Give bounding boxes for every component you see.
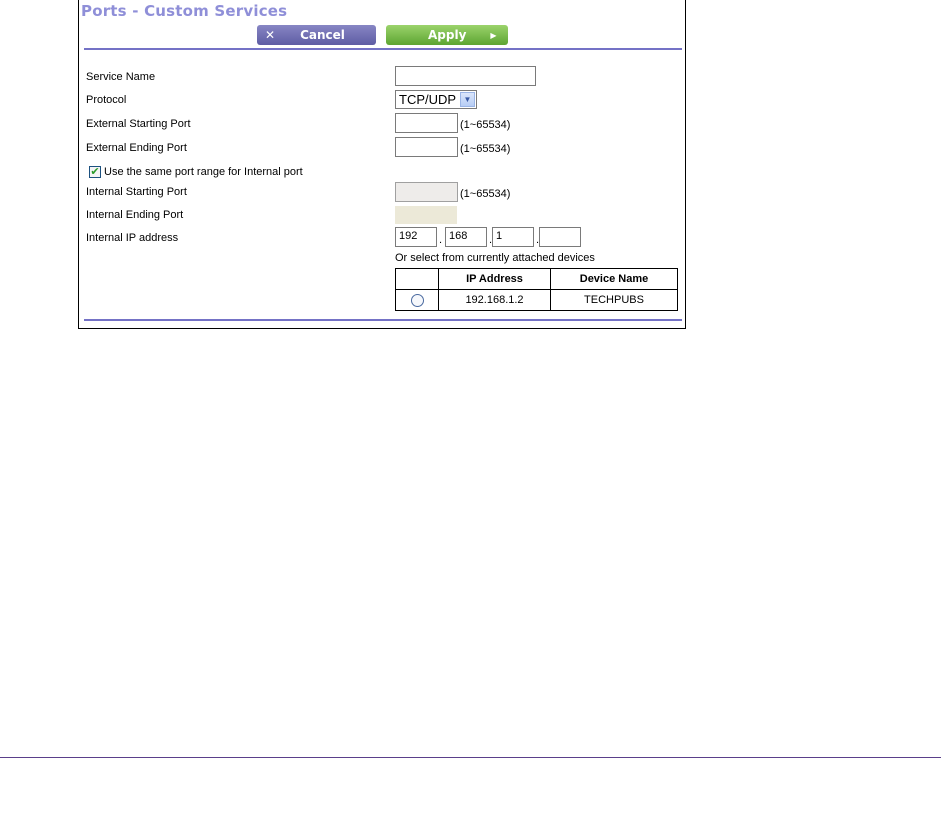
ip-octet-3-input[interactable]: 1 (492, 227, 534, 247)
top-divider (84, 48, 682, 50)
table-header-row (396, 269, 678, 290)
protocol-value: TCP/UDP (399, 92, 457, 107)
protocol-select[interactable] (395, 90, 477, 109)
arrow-right-icon: ▶ (490, 30, 497, 40)
column-header-device-name: Device Name (551, 269, 678, 290)
chevron-down-icon[interactable]: ▼ (460, 92, 475, 107)
ip-octet-1-input[interactable]: 192 (395, 227, 437, 247)
internal-ending-port-input (395, 206, 457, 224)
column-header-select (396, 269, 439, 290)
cancel-label: Cancel (300, 28, 345, 42)
ip-octet-4-input[interactable] (539, 227, 581, 247)
apply-button[interactable] (386, 25, 508, 45)
ip-dot: . (489, 234, 493, 246)
internal-starting-port-input (395, 182, 458, 202)
external-ending-port-range: (1~65534) (460, 143, 511, 155)
service-name-label: Service Name (86, 71, 156, 83)
external-ending-port-input[interactable] (395, 137, 458, 157)
protocol-label: Protocol (86, 94, 127, 106)
ip-dot: . (536, 234, 540, 246)
same-range-checkbox[interactable]: ✔ (90, 166, 100, 178)
ip-dot: . (439, 234, 443, 246)
cancel-button[interactable] (257, 25, 376, 45)
internal-ip-label: Internal IP address (86, 232, 179, 244)
row-select-cell (396, 290, 439, 311)
service-name-input[interactable] (395, 66, 536, 86)
column-header-ip: IP Address (439, 269, 551, 290)
close-icon: ✕ (265, 28, 276, 42)
page-footer-divider (0, 757, 941, 758)
devices-caption: Or select from currently attached devices (395, 252, 595, 264)
custom-services-panel (78, 0, 686, 329)
internal-starting-port-range: (1~65534) (460, 188, 511, 200)
external-starting-port-input[interactable] (395, 113, 458, 133)
table-row (396, 290, 678, 311)
row-ip-cell: 192.168.1.2 (439, 290, 551, 311)
same-range-label: Use the same port range for Internal port (104, 166, 303, 178)
bottom-divider (84, 319, 682, 321)
external-starting-port-label: External Starting Port (86, 118, 191, 130)
apply-label: Apply (428, 28, 467, 42)
external-ending-port-label: External Ending Port (86, 142, 187, 154)
internal-starting-port-label: Internal Starting Port (86, 186, 187, 198)
ip-octet-2-input[interactable]: 168 (445, 227, 487, 247)
device-radio[interactable] (411, 294, 424, 307)
attached-devices-table (395, 268, 678, 311)
internal-ending-port-label: Internal Ending Port (86, 209, 184, 221)
page-title: Ports - Custom Services (81, 2, 288, 20)
row-device-name-cell: TECHPUBS (551, 290, 678, 311)
external-starting-port-range: (1~65534) (460, 119, 511, 131)
